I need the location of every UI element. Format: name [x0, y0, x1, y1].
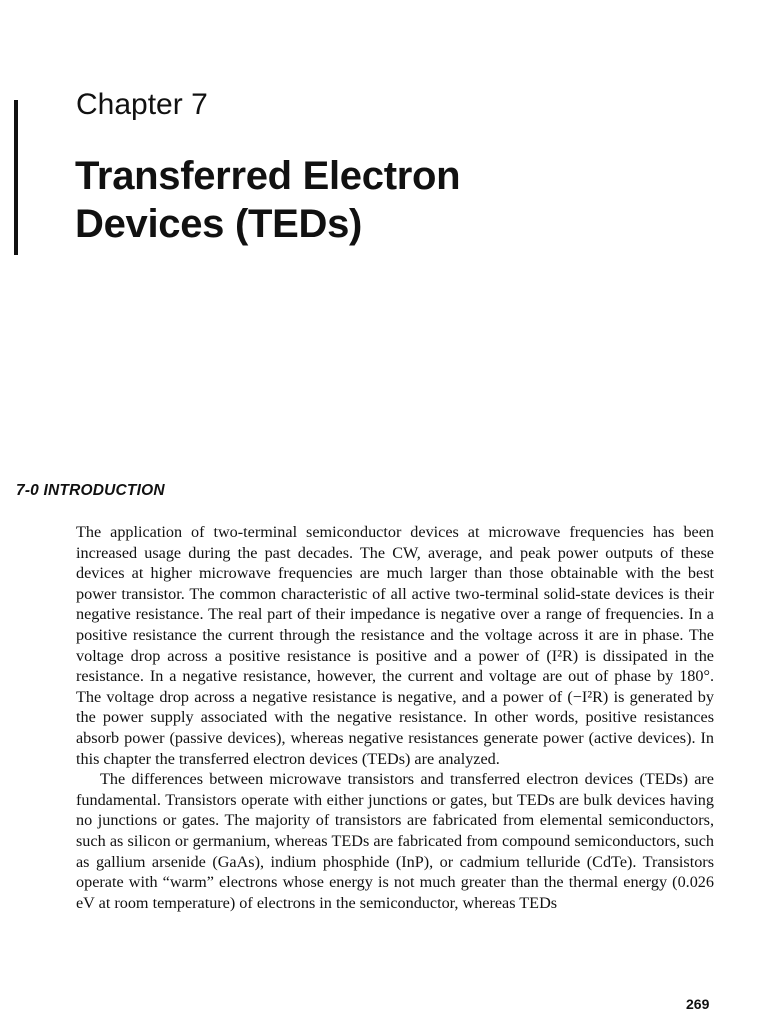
body-text [76, 522, 714, 913]
section-heading: 7-0 INTRODUCTION [16, 482, 165, 499]
chapter-title [75, 152, 460, 248]
chapter-label: Chapter 7 [76, 88, 208, 121]
chapter-title-line-1: Transferred Electron [75, 154, 461, 198]
paragraph: The application of two-terminal semiconductor devices at microwave frequencies has been increased usage during the past decades. The CW, average, and peak power outputs of these devices at higher microwave frequencies are much larger than those obtainable with the best power transistor. The common characteristic of all active two-terminal solid-state devices is their negative resistance. The real part of their impedance is negative over a range of frequencies. In a positive resistance the current through the resistance and the voltage across it are in phase. The voltage drop across a positive resistance is positive and a power of (I²R) is dissipated in the resistance. In a negative resistance, however, the current and voltage are out of phase by 180°. The voltage drop across a negative resistance is negative, and a power of (−I²R) is generated by the power supply associated with the negative resistance. In other words, positive resistances absorb power (passive devices), whereas negative resistances generate power (active devices). In this chapter the transferred electron devices (TEDs) are analyzed. [76, 523, 714, 768]
page-number: 269 [686, 996, 710, 1012]
chapter-title-line-2: Devices (TEDs) [75, 202, 363, 246]
chapter-margin-rule [14, 100, 18, 255]
paragraph: The differences between microwave transistors and transferred electron devices (TEDs) are fundamental. Transistors operate with either junctions or gates, but TEDs are bulk devices having no junctions or gates. The majority of transistors are fabricated from elemental semiconductors, such as silicon or germanium, whereas TEDs are fabricated from compound semiconductors, such as gallium arsenide (GaAs), indium phosphide (InP), or cadmium telluride (CdTe). Transistors operate with “warm” electrons whose energy is not much greater than the thermal energy (0.026 eV at room temperature) of electrons in the semiconductor, whereas TEDs [76, 770, 714, 912]
